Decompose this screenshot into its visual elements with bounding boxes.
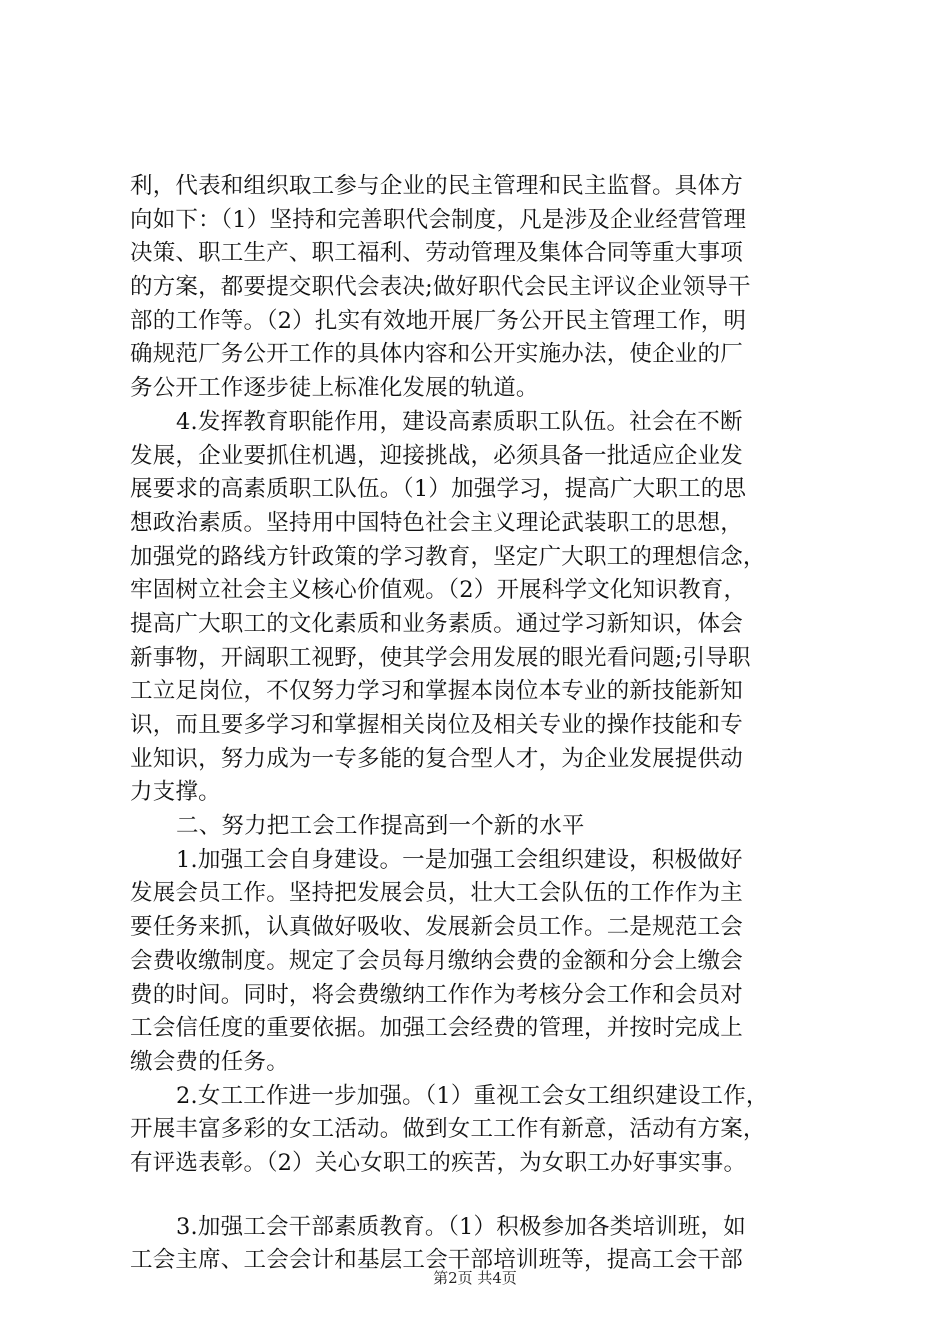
paragraph-start-line: 1.加强工会自身建设。一是加强工会组织建设，积极做好 xyxy=(176,846,743,873)
page-number-label: 第2页 共4页 xyxy=(433,1269,517,1287)
text-line: 展要求的高素质职工队伍。（1）加强学习，提高广大职工的思 xyxy=(130,476,747,503)
page-footer xyxy=(0,1268,950,1288)
text-line: 决策、职工生产、职工福利、劳动管理及集体合同等重大事项 xyxy=(130,240,743,267)
text-line: 向如下：（1）坚持和完善职代会制度，凡是涉及企业经营管理 xyxy=(130,206,747,233)
text-line: 费的时间。同时，将会费缴纳工作作为考核分会工作和会员对 xyxy=(130,981,743,1008)
text-line: 的方案，都要提交职代会表决;做好职代会民主评议企业领导干 xyxy=(130,274,751,301)
paragraph-start-line: 3.加强工会干部素质教育。（1）积极参加各类培训班，如 xyxy=(176,1213,746,1240)
paragraph-start-line: 2.女工工作进一步加强。（1）重视工会女工组织建设工作， xyxy=(176,1082,769,1109)
text-line: 务公开工作逐步徒上标准化发展的轨道。 xyxy=(130,375,539,402)
text-line: 发展会员工作。坚持把发展会员，壮大工会队伍的工作作为主 xyxy=(130,880,743,907)
text-line: 发展，企业要抓住机遇，迎接挑战，必须具备一批适应企业发 xyxy=(130,442,743,469)
text-line: 会费收缴制度。规定了会员每月缴纳会费的金额和分会上缴会 xyxy=(130,947,743,974)
text-line: 工会主席、工会会计和基层工会干部培训班等，提高工会干部 xyxy=(130,1247,743,1274)
text-line: 要任务来抓，认真做好吸收、发展新会员工作。二是规范工会 xyxy=(130,914,743,941)
text-line: 业知识，努力成为一专多能的复合型人才，为企业发展提供动 xyxy=(130,745,743,772)
text-line: 工立足岗位，不仅努力学习和掌握本岗位本专业的新技能新知 xyxy=(130,678,743,705)
text-line: 利，代表和组织取工参与企业的民主管理和民主监督。具体方 xyxy=(130,173,743,199)
document-body xyxy=(130,170,830,1278)
text-line: 识，而且要多学习和掌握相关岗位及相关专业的操作技能和专 xyxy=(130,712,743,738)
section-heading: 二、努力把工会工作提高到一个新的水平 xyxy=(176,813,585,840)
text-line: 工会信任度的重要依据。加强工会经费的管理，并按时完成上 xyxy=(130,1015,743,1042)
text-line: 部的工作等。（2）扎实有效地开展厂务公开民主管理工作，明 xyxy=(130,307,747,334)
text-line: 新事物，开阔职工视野，使其学会用发展的眼光看问题;引导职 xyxy=(130,644,751,671)
text-line: 有评选表彰。（2）关心女职工的疾苦，为女职工办好事实事。 xyxy=(130,1149,747,1176)
paragraph-start-line: 4.发挥教育职能作用，建设高素质职工队伍。社会在不断 xyxy=(176,408,743,435)
text-line: 提高广大职工的文化素质和业务素质。通过学习新知识，体会 xyxy=(130,610,743,637)
text-line: 力支撑。 xyxy=(130,779,221,806)
text-line: 加强党的路线方针政策的学习教育，坚定广大职工的理想信念， xyxy=(130,543,766,570)
text-line: 确规范厂务公开工作的具体内容和公开实施办法，使企业的厂 xyxy=(130,341,743,368)
text-line: 牢固树立社会主义核心价值观。（2）开展科学文化知识教育， xyxy=(130,577,747,604)
paragraph-gap xyxy=(130,1181,830,1211)
text-line: 开展丰富多彩的女工活动。做到女工工作有新意，活动有方案， xyxy=(130,1116,766,1143)
text-line: 缴会费的任务。 xyxy=(130,1048,289,1075)
text-line: 想政治素质。坚持用中国特色社会主义理论武装职工的思想， xyxy=(130,509,743,536)
